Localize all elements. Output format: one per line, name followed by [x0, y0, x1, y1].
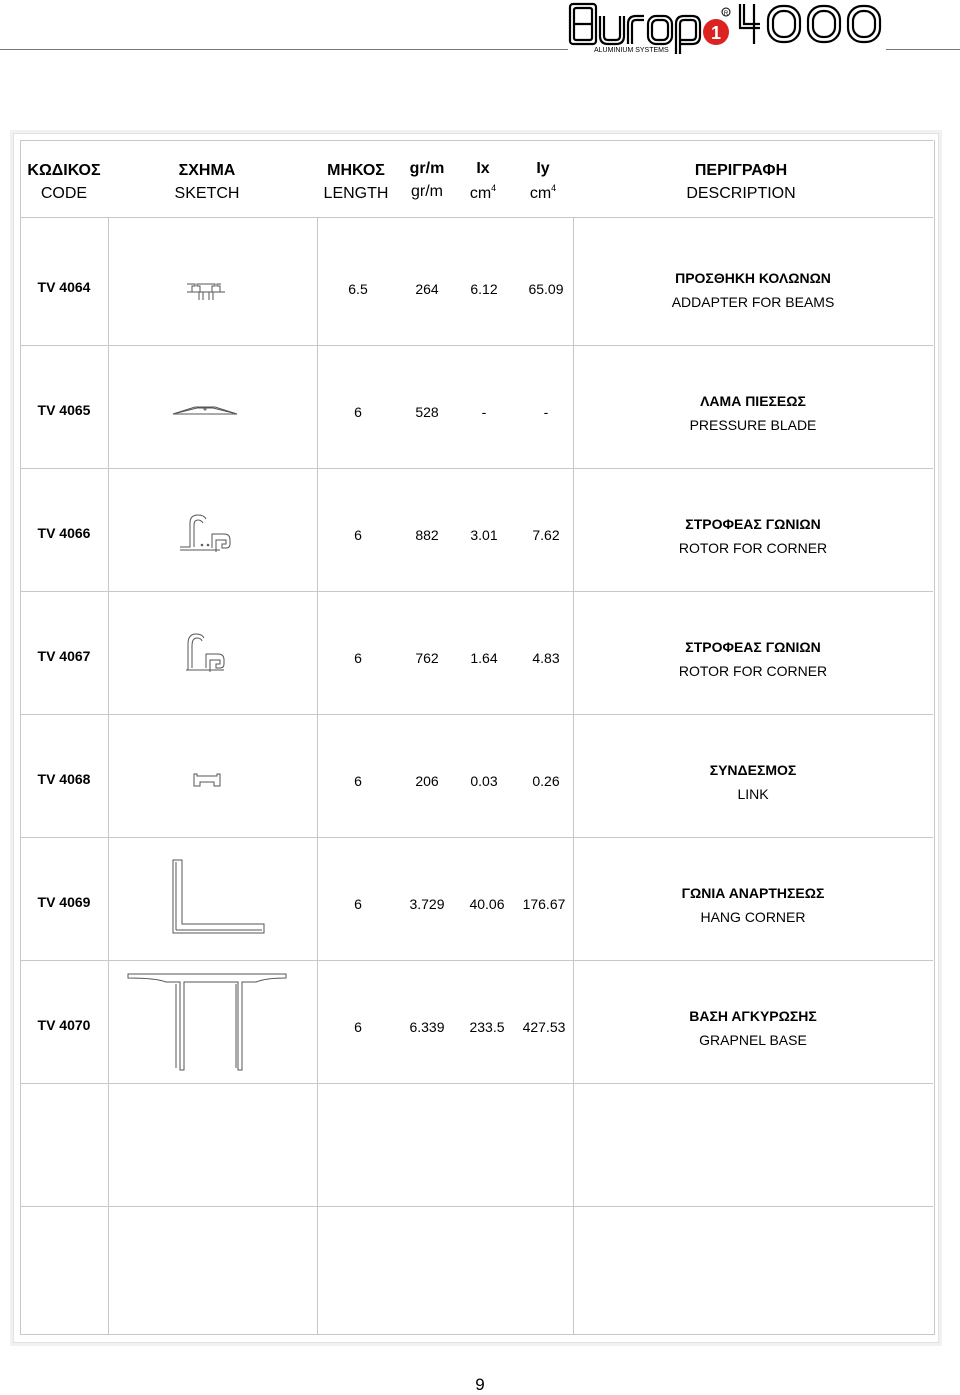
- blade-profile-icon: [172, 402, 238, 416]
- svg-text:ALUMINIUM SYSTEMS: ALUMINIUM SYSTEMS: [594, 47, 669, 54]
- row-divider: [20, 1206, 933, 1207]
- row-description-gr: ΣΤΡΟΦΕΑΣ ΓΩΝΙΩΝ: [685, 639, 821, 655]
- row-description: [573, 516, 933, 556]
- header-weight-gr: gr/m: [409, 160, 445, 177]
- row-divider: [20, 960, 933, 961]
- header-length: [318, 162, 394, 203]
- column-divider: [317, 217, 318, 1334]
- row-description: [573, 885, 933, 925]
- header-code: [20, 162, 108, 203]
- row-weight: 3.729: [409, 896, 445, 912]
- row-iy: 427.53: [522, 1019, 566, 1035]
- row-description-gr: ΠΡΟΣΘΗΚΗ ΚΟΛΩΝΩΝ: [675, 270, 831, 286]
- header-rule-right: [886, 49, 960, 50]
- row-description-en: ADDAPTER FOR BEAMS: [671, 294, 835, 310]
- header-weight: [398, 160, 456, 201]
- header-code-gr: ΚΩΔΙΚΟΣ: [27, 162, 101, 179]
- header-length-gr: ΜΗΚΟΣ: [327, 162, 385, 179]
- row-iy: 65.09: [528, 281, 564, 297]
- header-description-gr: ΠΕΡΙΓΡΑΦΗ: [694, 162, 788, 179]
- row-code: TV 4064: [37, 279, 91, 295]
- row-iy: 4.83: [532, 650, 560, 666]
- header-iy-en: $cm^4$: [529, 183, 557, 202]
- row-divider: [20, 591, 933, 592]
- header-description: [573, 162, 909, 203]
- row-description: [573, 393, 933, 433]
- row-length: 6: [354, 1019, 362, 1035]
- header-description-en: DESCRIPTION: [686, 185, 796, 202]
- row-code: TV 4069: [37, 894, 91, 910]
- row-description-en: ROTOR FOR CORNER: [678, 540, 828, 556]
- row-weight: 6.339: [409, 1019, 445, 1035]
- row-length: 6: [354, 527, 362, 543]
- row-description-gr: ΓΩΝΙΑ ΑΝΑΡΤΗΣΕΩΣ: [681, 885, 825, 901]
- row-ix: 0.03: [470, 773, 498, 789]
- header-iy-gr: Iy: [536, 160, 550, 177]
- row-ix: 1.64: [470, 650, 498, 666]
- row-ix: 3.01: [470, 527, 498, 543]
- row-description-en: GRAPNEL BASE: [699, 1032, 807, 1048]
- row-description: [573, 762, 933, 802]
- svg-text:1: 1: [710, 23, 722, 43]
- row-weight: 528: [415, 404, 439, 420]
- row-description: [573, 639, 933, 679]
- row-divider: [20, 714, 933, 715]
- row-weight: 882: [415, 527, 439, 543]
- header-ix-en: $cm^4$: [469, 183, 497, 202]
- header-bottom-border: [20, 217, 933, 218]
- row-divider: [20, 837, 933, 838]
- header-ix-gr: Ix: [476, 160, 490, 177]
- row-ix: -: [481, 404, 487, 420]
- rotor-small-profile-icon: [184, 632, 230, 672]
- row-iy: 176.67: [522, 896, 566, 912]
- header-iy: [516, 160, 570, 203]
- row-code: TV 4070: [37, 1017, 91, 1033]
- header-code-en: CODE: [40, 185, 88, 202]
- row-description-gr: ΣΥΝΔΕΣΜΟΣ: [709, 762, 797, 778]
- row-ix: 40.06: [469, 896, 505, 912]
- row-description-gr: ΒΑΣΗ ΑΓΚΥΡΩΣΗΣ: [689, 1008, 817, 1024]
- europa-4000-logo: [568, 0, 886, 56]
- spec-table: [20, 140, 935, 1335]
- column-divider: [108, 217, 109, 1334]
- row-description-gr: ΛΑΜΑ ΠΙΕΣΕΩΣ: [700, 393, 806, 409]
- header-sketch: [108, 162, 306, 203]
- row-description: [573, 270, 933, 310]
- row-length: 6: [354, 404, 362, 420]
- adapter-profile-icon: [186, 280, 226, 302]
- row-iy: 7.62: [532, 527, 560, 543]
- row-code: TV 4065: [37, 402, 91, 418]
- row-ix: 233.5: [469, 1019, 505, 1035]
- base-profile-icon: [126, 972, 290, 1072]
- rotor-profile-icon: [178, 512, 234, 552]
- row-weight: 264: [415, 281, 439, 297]
- row-weight: 762: [415, 650, 439, 666]
- angle-profile-icon: [170, 858, 268, 936]
- table-top-border: [20, 140, 933, 141]
- row-weight: 206: [415, 773, 439, 789]
- row-length: 6.5: [348, 281, 368, 297]
- svg-text:R: R: [723, 11, 729, 17]
- row-divider: [20, 345, 933, 346]
- row-description-en: PRESSURE BLADE: [689, 417, 817, 433]
- row-ix: 6.12: [470, 281, 498, 297]
- header-ix: [458, 160, 508, 203]
- row-length: 6: [354, 896, 362, 912]
- row-divider: [20, 468, 933, 469]
- row-length: 6: [354, 650, 362, 666]
- header-sketch-gr: ΣΧΗΜΑ: [178, 162, 236, 179]
- row-iy: -: [543, 404, 549, 420]
- row-description-en: ROTOR FOR CORNER: [678, 663, 828, 679]
- page-number: 9: [475, 1375, 485, 1394]
- row-description-gr: ΣΤΡΟΦΕΑΣ ΓΩΝΙΩΝ: [685, 516, 821, 532]
- header-sketch-en: SKETCH: [174, 185, 240, 202]
- header-rule-left: [0, 49, 568, 50]
- header-length-en: LENGTH: [323, 185, 389, 202]
- row-description-en: HANG CORNER: [700, 909, 806, 925]
- row-length: 6: [354, 773, 362, 789]
- row-code: TV 4066: [37, 525, 91, 541]
- row-description: [573, 1008, 933, 1048]
- link-profile-icon: [192, 770, 222, 790]
- row-divider: [20, 1083, 933, 1084]
- row-description-en: LINK: [737, 786, 769, 802]
- row-iy: 0.26: [532, 773, 560, 789]
- header-weight-en: gr/m: [411, 183, 443, 200]
- row-code: TV 4068: [37, 771, 91, 787]
- row-code: TV 4067: [37, 648, 91, 664]
